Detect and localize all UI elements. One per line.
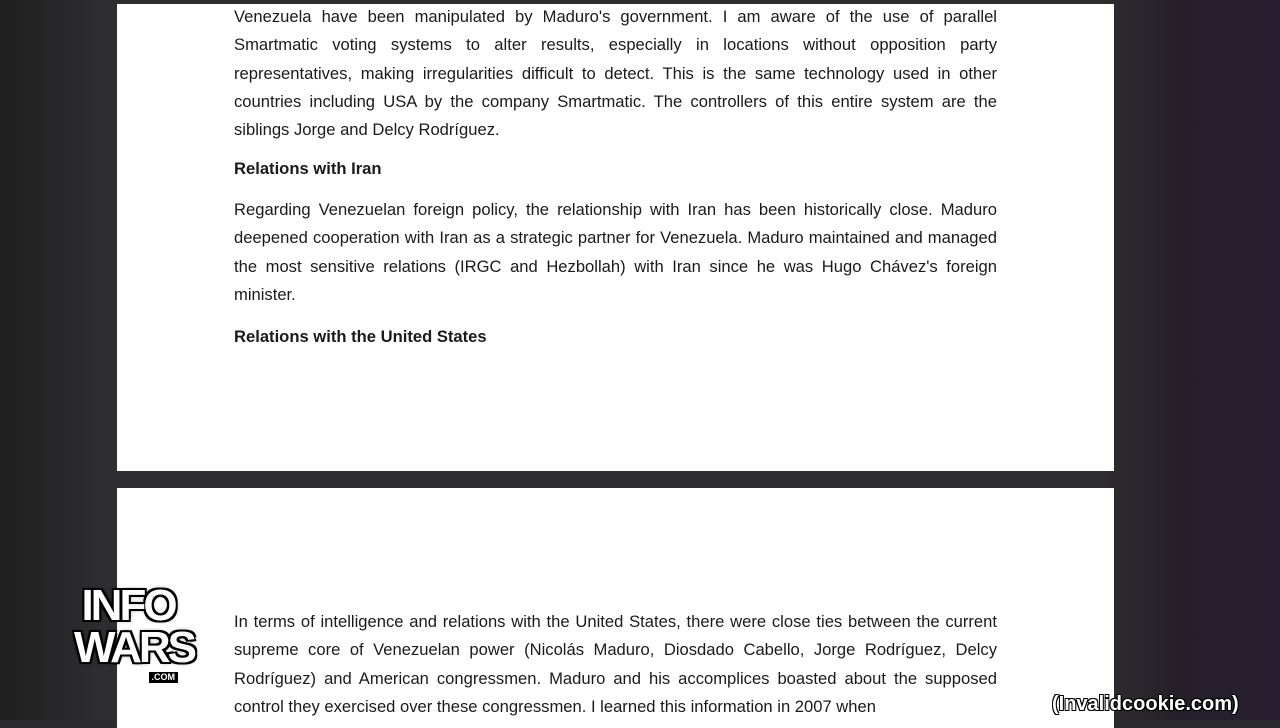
document-page-1: [117, 4, 1114, 471]
paragraph-united-states: In terms of intelligence and relations with the United States, there were close ties between the current supreme core of Venezuelan power (Nicolás Maduro, Diosdado Cabello, Jorge Rodríguez, Delcy Rodríguez) and American congressmen. Maduro and his accomplices boasted about the supposed control they exercised over these congressmen. I learned this information in 2007 when: [234, 612, 997, 716]
logo-text-wars: WARS: [74, 623, 194, 672]
paragraph-smartmatic: Venezuela have been manipulated by Maduro's government. I am aware of the use of parallel Smartmatic voting systems to alter results, especially in locations without opposition party representatives, making irregularities difficult to detect. This is the same technology used in other countries including USA by the company Smartmatic. The controllers of this entire system are the siblings Jorge and Delcy Rodríguez.: [234, 7, 997, 140]
document-page-2: [117, 488, 1114, 728]
paragraph-iran: Regarding Venezuelan foreign policy, the relationship with Iran has been historically close. Maduro deepened cooperation with Iran as a strategic partner for Venezuela. Maduro maintained and managed the most sensitive relations (IRGC and Hezbollah) with Iran since he was Hugo Chávez's foreign minister.: [234, 200, 997, 304]
watermark-text: (Invalidcookie.com): [1052, 693, 1239, 715]
infowars-logo: [74, 581, 194, 684]
heading-relations-iran: Relations with Iran: [234, 159, 382, 178]
logo-text-info: INFO: [81, 581, 175, 630]
logo-text-com: .COM: [149, 672, 179, 683]
heading-relations-us: Relations with the United States: [234, 327, 487, 346]
